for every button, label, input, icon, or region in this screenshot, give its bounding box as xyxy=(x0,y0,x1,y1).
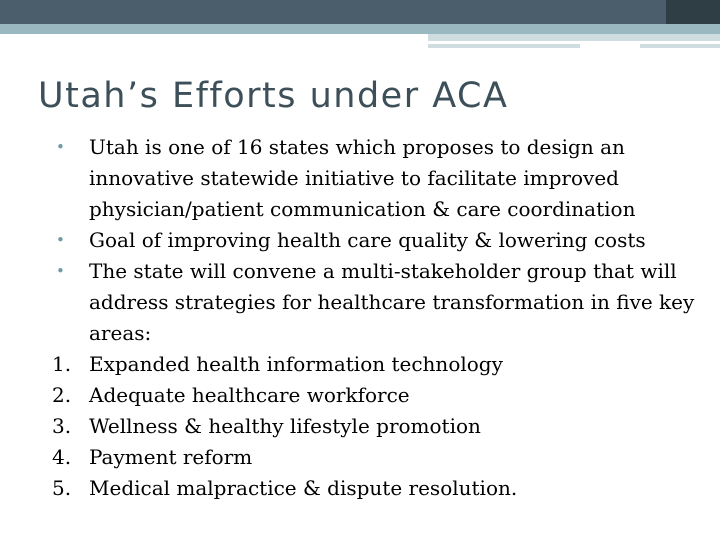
number-marker: 3. xyxy=(52,414,72,438)
bullet-item xyxy=(52,256,712,349)
header-bar-dark-segment xyxy=(666,0,720,24)
numbered-text: Medical malpractice & dispute resolution. xyxy=(89,476,518,500)
bullet-marker: • xyxy=(56,138,65,156)
numbered-text: Expanded health information technology xyxy=(89,352,503,376)
numbered-item xyxy=(52,411,712,442)
numbered-item xyxy=(52,380,712,411)
bullet-text: Goal of improving health care quality & lowering costs xyxy=(89,228,646,252)
numbered-item xyxy=(52,473,712,504)
numbered-item xyxy=(52,442,712,473)
bullet-marker: • xyxy=(56,231,65,249)
number-marker: 4. xyxy=(52,445,72,469)
header-bar xyxy=(0,0,720,24)
bullet-item xyxy=(52,225,712,256)
bullet-marker: • xyxy=(56,262,65,280)
header-accent-strip xyxy=(428,34,720,41)
header-accent-line xyxy=(428,44,580,48)
bullet-text: The state will convene a multi-stakeholder group that will address strategies for healthcare transformation in five key areas: xyxy=(89,259,695,345)
header-accent-bar xyxy=(0,24,720,34)
bullet-text: Utah is one of 16 states which proposes to design an innovative statewide initiative to facilitate improved physician/patient communication & care coordination xyxy=(89,135,636,221)
bullet-item xyxy=(52,132,712,225)
numbered-text: Adequate healthcare workforce xyxy=(89,383,410,407)
numbered-text: Wellness & healthy lifestyle promotion xyxy=(89,414,481,438)
numbered-item xyxy=(52,349,712,380)
number-marker: 5. xyxy=(52,476,72,500)
number-marker: 2. xyxy=(52,383,72,407)
header-accent-line-right xyxy=(640,44,720,48)
slide-title: Utah’s Efforts under ACA xyxy=(38,76,509,116)
slide-body xyxy=(52,132,712,504)
numbered-text: Payment reform xyxy=(89,445,253,469)
number-marker: 1. xyxy=(52,352,72,376)
